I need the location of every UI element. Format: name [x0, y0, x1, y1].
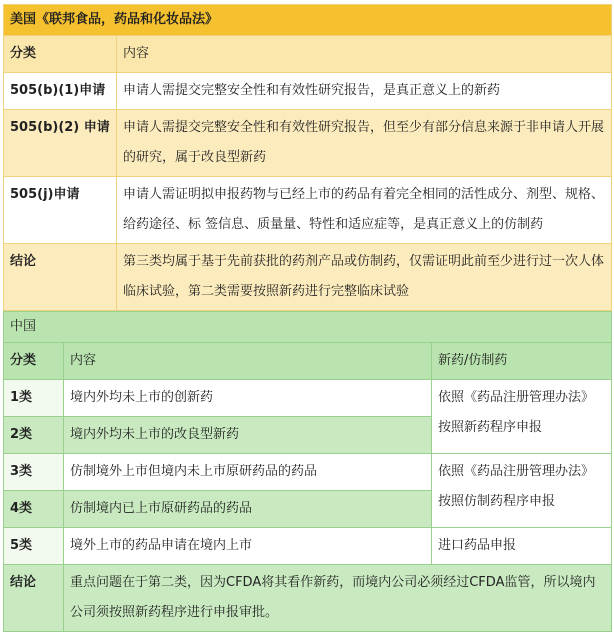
- us-row-category: 505(j)申请: [4, 177, 117, 244]
- cn-row-category: 5类: [4, 528, 64, 565]
- table-row: [4, 380, 612, 417]
- china-regulation-table: [3, 311, 612, 632]
- cn-conclusion-text: 重点问题在于第二类，因为CFDA将其看作新药，而境内公司必须经过CFDA监管，所以境内公司须按照新药程序进行申报审批。: [64, 565, 612, 632]
- cn-conclusion-row: [4, 565, 612, 632]
- cn-row-content: 境内外均未上市的改良型新药: [64, 417, 432, 454]
- us-conclusion-row: [4, 244, 612, 311]
- us-row-content: 申请人需证明拟申报药物与已经上市的药品有着完全相同的活性成分、剂型、规格、给药途径、标 签信息、质量量、特性和适应症等，是真正意义上的仿制药: [117, 177, 612, 244]
- cn-row-category: 4类: [4, 491, 64, 528]
- table-row: [4, 110, 612, 177]
- cn-header-category: 分类: [4, 343, 64, 380]
- cn-row-category: 3类: [4, 454, 64, 491]
- table-row: [4, 528, 612, 565]
- cn-row-type: 依照《药品注册管理办法》按照新药程序申报: [432, 380, 612, 454]
- cn-row-content: 境外上市的药品申请在境内上市: [64, 528, 432, 565]
- table-row: [4, 73, 612, 110]
- us-row-content: 申请人需提交完整安全性和有效性研究报告，是真正意义上的新药: [117, 73, 612, 110]
- cn-row-content: 境内外均未上市的创新药: [64, 380, 432, 417]
- us-row-category: 505(b)(1)申请: [4, 73, 117, 110]
- table-row: [4, 177, 612, 244]
- table-row: [4, 454, 612, 491]
- cn-table-title: 中国: [4, 312, 612, 343]
- us-header-content: 内容: [117, 36, 612, 73]
- cn-header-type: 新药/仿制药: [432, 343, 612, 380]
- us-table-title: 美国《联邦食品，药品和化妆品法》: [4, 5, 612, 36]
- cn-row-content: 仿制境外上市但境内未上市原研药品的药品: [64, 454, 432, 491]
- cn-row-type: 进口药品申报: [432, 528, 612, 565]
- us-row-content: 申请人需提交完整安全性和有效性研究报告，但至少有部分信息来源于非申请人开展的研究，属于改良型新药: [117, 110, 612, 177]
- us-header-category: 分类: [4, 36, 117, 73]
- us-conclusion-label: 结论: [4, 244, 117, 311]
- us-row-category: 505(b)(2) 申请: [4, 110, 117, 177]
- cn-row-content: 仿制境内已上市原研药品的药品: [64, 491, 432, 528]
- cn-header-content: 内容: [64, 343, 432, 380]
- cn-row-category: 2类: [4, 417, 64, 454]
- us-regulation-table: [3, 4, 612, 311]
- us-conclusion-text: 第三类均属于基于先前获批的药剂产品或仿制药，仅需证明此前至少进行过一次人体临床试验，第二类需要按照新药进行完整临床试验: [117, 244, 612, 311]
- cn-row-type: 依照《药品注册管理办法》按照仿制药程序申报: [432, 454, 612, 528]
- cn-row-category: 1类: [4, 380, 64, 417]
- cn-conclusion-label: 结论: [4, 565, 64, 632]
